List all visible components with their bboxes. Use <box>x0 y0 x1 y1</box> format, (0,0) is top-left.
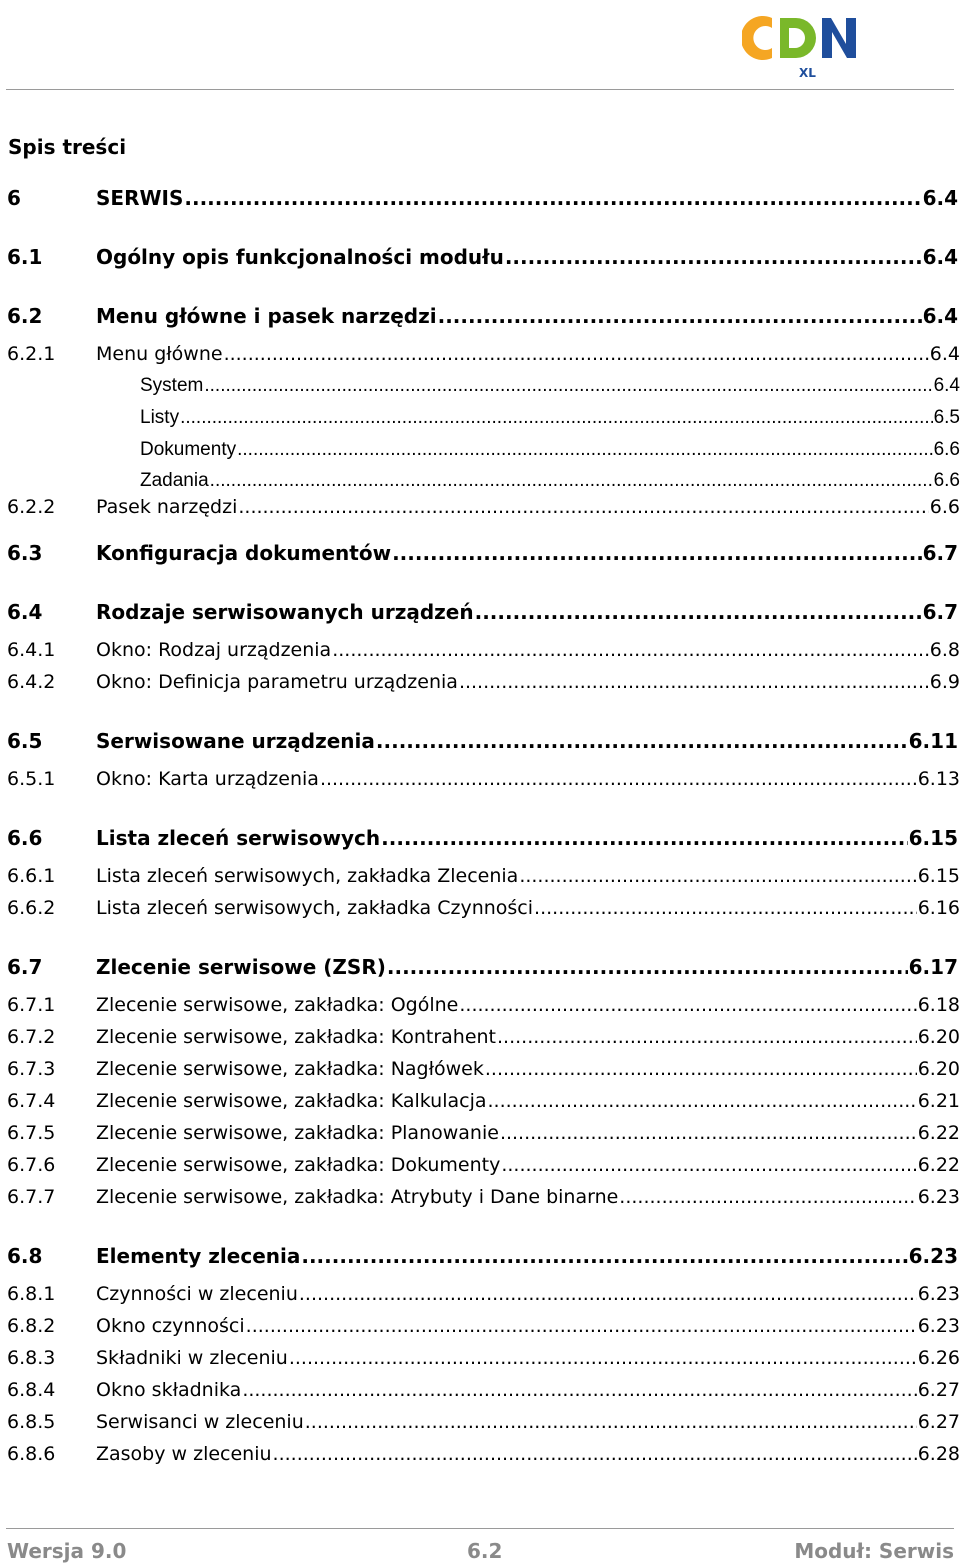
toc-entry-number: 6.8.4 <box>7 1379 56 1401</box>
toc-entry-number: 6.6 <box>7 826 43 850</box>
toc-entry-number: 6.7.5 <box>7 1122 56 1144</box>
toc-entry[interactable] <box>0 244 960 270</box>
toc-entry[interactable] <box>0 669 960 695</box>
toc-leader-dots <box>534 895 917 921</box>
toc-entry[interactable] <box>0 1056 960 1082</box>
toc-entry-page: 6.13 <box>917 768 960 790</box>
toc-entry[interactable] <box>0 728 960 754</box>
toc-entry-page: 6.27 <box>917 1411 960 1433</box>
toc-leader-dots <box>438 303 922 329</box>
toc-entry-number: 6.6.2 <box>7 897 56 919</box>
toc-leader-dots <box>237 437 932 463</box>
toc-entry-label: Okno: Definicja parametru urządzenia <box>96 671 458 693</box>
toc-entry[interactable] <box>0 1120 960 1146</box>
toc-entry-link[interactable] <box>96 1409 960 1435</box>
toc-entry[interactable] <box>0 1313 960 1339</box>
toc-entry-link[interactable] <box>96 669 960 695</box>
toc-entry[interactable] <box>0 895 960 921</box>
toc-entry-number: 6.8.5 <box>7 1411 56 1433</box>
footer-divider <box>6 1528 954 1529</box>
toc-entry-number: 6.2.1 <box>7 343 56 365</box>
toc-entry-page: 6.18 <box>917 994 960 1016</box>
cdn-xl-logo <box>742 10 862 82</box>
toc-entry-page: 6.9 <box>929 671 960 693</box>
toc-leader-dots <box>320 766 917 792</box>
toc-entry-page: 6.15 <box>917 865 960 887</box>
toc-entry-page: 6.20 <box>917 1058 960 1080</box>
toc-entry[interactable] <box>0 1152 960 1178</box>
toc-entry[interactable] <box>0 1345 960 1371</box>
toc-entry[interactable] <box>0 1088 960 1114</box>
toc-leader-dots <box>500 1120 917 1146</box>
toc-entry-page: 6.4 <box>922 186 958 210</box>
toc-entry-number: 6.5.1 <box>7 768 56 790</box>
toc-entry-label: Zlecenie serwisowe, zakładka: Nagłówek <box>96 1058 484 1080</box>
toc-leader-dots <box>184 185 921 211</box>
toc-leader-dots <box>238 494 928 520</box>
toc-entry-label: Serwisanci w zleceniu <box>96 1411 304 1433</box>
toc-entry-label: Zlecenie serwisowe, zakładka: Kontrahent <box>96 1026 497 1048</box>
toc-entry-label: Konfiguracja dokumentów <box>96 541 392 565</box>
logo-subtext: XL <box>799 66 816 80</box>
toc-entry-label: Składniki w zleceniu <box>96 1347 288 1369</box>
toc-leader-dots <box>332 637 929 663</box>
toc-entry-link[interactable] <box>140 405 960 431</box>
toc-entry-number: 6.7.3 <box>7 1058 56 1080</box>
toc-entry[interactable] <box>0 494 960 520</box>
toc-entry[interactable] <box>0 303 960 329</box>
toc-entry-label: Dokumenty <box>140 439 237 460</box>
toc-entry-label: Zasoby w zleceniu <box>96 1443 272 1465</box>
toc-entry-label: Zlecenie serwisowe, zakładka: Planowanie <box>96 1122 499 1144</box>
toc-entry-page: 6.23 <box>917 1315 960 1337</box>
toc-entry-link[interactable] <box>140 437 960 463</box>
toc-entry[interactable] <box>0 1441 960 1467</box>
toc-title: Spis treści <box>8 135 127 159</box>
toc-entry-number: 6.7.2 <box>7 1026 56 1048</box>
toc-entry-link[interactable] <box>96 1088 960 1114</box>
toc-entry-page: 6.23 <box>917 1186 960 1208</box>
toc-entry[interactable] <box>0 954 960 980</box>
toc-entry[interactable] <box>0 341 960 367</box>
toc-entry-link[interactable] <box>140 373 960 399</box>
toc-entry-link[interactable] <box>96 599 958 625</box>
footer-module: Moduł: Serwis <box>794 1539 954 1563</box>
toc-leader-dots <box>246 1313 917 1339</box>
toc-entry-page: 6.8 <box>929 639 960 661</box>
toc-entry-link[interactable] <box>96 1345 960 1371</box>
toc-entry-link[interactable] <box>96 1056 960 1082</box>
toc-entry-link[interactable] <box>96 863 960 889</box>
toc-entry-page: 6.20 <box>917 1026 960 1048</box>
toc-leader-dots <box>488 1088 917 1114</box>
toc-entry-label: Lista zleceń serwisowych, zakładka Zlecenia <box>96 865 519 887</box>
toc-entry[interactable] <box>0 766 960 792</box>
toc-leader-dots <box>485 1056 917 1082</box>
toc-entry-page: 6.23 <box>908 1244 958 1268</box>
toc-entry-label: SERWIS <box>96 186 184 210</box>
toc-leader-dots <box>273 1441 917 1467</box>
toc-entry-page: 6.6 <box>933 470 960 491</box>
toc-leader-dots <box>392 540 922 566</box>
toc-entry[interactable] <box>0 1281 960 1307</box>
toc-entry-label: Pasek narzędzi <box>96 496 238 518</box>
toc-leader-dots <box>501 1152 916 1178</box>
toc-entry-link[interactable] <box>96 185 958 211</box>
toc-entry-label: Lista zleceń serwisowych <box>96 826 381 850</box>
toc-entry-label: Okno: Karta urządzenia <box>96 768 319 790</box>
toc-entry-page: 6.6 <box>929 496 960 518</box>
toc-leader-dots <box>224 341 929 367</box>
toc-entry-number: 6.8.1 <box>7 1283 56 1305</box>
toc-entry-link[interactable] <box>96 728 958 754</box>
toc-entry-label: Zlecenie serwisowe, zakładka: Dokumenty <box>96 1154 501 1176</box>
toc-entry-number: 6.8 <box>7 1244 43 1268</box>
toc-entry-link[interactable] <box>96 540 958 566</box>
toc-leader-dots <box>505 244 922 270</box>
toc-entry-number: 6.2.2 <box>7 496 56 518</box>
toc-entry-page: 6.22 <box>917 1154 960 1176</box>
toc-leader-dots <box>242 1377 916 1403</box>
toc-entry-label: Elementy zlecenia <box>96 1244 301 1268</box>
toc-entry[interactable] <box>0 373 960 399</box>
toc-leader-dots <box>519 863 916 889</box>
toc-leader-dots <box>301 1243 907 1269</box>
toc-entry[interactable] <box>0 1377 960 1403</box>
toc-entry-page: 6.4 <box>933 375 960 396</box>
toc-leader-dots <box>305 1409 917 1435</box>
toc-entry-page: 6.17 <box>908 955 958 979</box>
toc-entry-label: Zlecenie serwisowe, zakładka: Atrybuty i Dane binarne <box>96 1186 619 1208</box>
toc-entry-number: 6.7 <box>7 955 43 979</box>
toc-entry-link[interactable] <box>96 1024 960 1050</box>
toc-entry-page: 6.22 <box>917 1122 960 1144</box>
toc-entry-link[interactable] <box>96 1120 960 1146</box>
toc-entry-number: 6.7.6 <box>7 1154 56 1176</box>
toc-entry-label: Serwisowane urządzenia <box>96 729 375 753</box>
toc-leader-dots <box>289 1345 917 1371</box>
cdn-logo-icon <box>742 10 862 82</box>
toc-entry-page: 6.4 <box>929 343 960 365</box>
toc-entry-link[interactable] <box>96 1281 960 1307</box>
toc-entry-page: 6.16 <box>917 897 960 919</box>
toc-entry-link[interactable] <box>96 1441 960 1467</box>
toc-entry-link[interactable] <box>96 1377 960 1403</box>
toc-entry-page: 6.11 <box>908 729 958 753</box>
toc-entry-page: 6.4 <box>922 245 958 269</box>
toc-entry-link[interactable] <box>96 895 960 921</box>
toc-entry-page: 6.7 <box>922 600 958 624</box>
toc-entry[interactable] <box>0 468 960 494</box>
toc-entry-label: Listy <box>140 407 180 428</box>
toc-leader-dots <box>381 825 908 851</box>
toc-entry[interactable] <box>0 599 960 625</box>
toc-entry-number: 6.4 <box>7 600 43 624</box>
toc-entry[interactable] <box>0 637 960 663</box>
toc-entry-page: 6.4 <box>922 304 958 328</box>
toc-entry-number: 6.3 <box>7 541 43 565</box>
toc-entry-number: 6.7.7 <box>7 1186 56 1208</box>
toc-entry-link[interactable] <box>96 1152 960 1178</box>
toc-entry-label: Zlecenie serwisowe (ZSR) <box>96 955 386 979</box>
toc-entry-number: 6.8.3 <box>7 1347 56 1369</box>
toc-entry-label: Lista zleceń serwisowych, zakładka Czynności <box>96 897 534 919</box>
toc-entry-label: Menu główne i pasek narzędzi <box>96 304 437 328</box>
toc-leader-dots <box>210 468 933 494</box>
toc-entry-link[interactable] <box>96 825 958 851</box>
toc-entry-page: 6.28 <box>917 1443 960 1465</box>
toc-entry-link[interactable] <box>96 1243 958 1269</box>
toc-entry-number: 6.4.1 <box>7 639 56 661</box>
toc-entry-page: 6.21 <box>917 1090 960 1112</box>
toc-entry-link[interactable] <box>96 992 960 1018</box>
toc-entry-link[interactable] <box>96 303 958 329</box>
toc-entry[interactable] <box>0 1184 960 1210</box>
toc-entry-link[interactable] <box>96 494 960 520</box>
toc-entry-page: 6.7 <box>922 541 958 565</box>
toc-entry-label: Czynności w zleceniu <box>96 1283 298 1305</box>
toc-entry-number: 6.6.1 <box>7 865 56 887</box>
toc-entry-page: 6.27 <box>917 1379 960 1401</box>
toc-entry[interactable] <box>0 185 960 211</box>
toc-leader-dots <box>475 599 922 625</box>
toc-entry[interactable] <box>0 825 960 851</box>
toc-leader-dots <box>619 1184 916 1210</box>
toc-entry-page: 6.26 <box>917 1347 960 1369</box>
toc-entry-link[interactable] <box>96 341 960 367</box>
toc-entry-number: 6.7.1 <box>7 994 56 1016</box>
toc-leader-dots <box>459 992 916 1018</box>
toc-entry-label: Okno składnika <box>96 1379 242 1401</box>
toc-entry-page: 6.23 <box>917 1283 960 1305</box>
toc-entry[interactable] <box>0 992 960 1018</box>
toc-entry-link[interactable] <box>96 637 960 663</box>
toc-entry-number: 6.4.2 <box>7 671 56 693</box>
toc-entry[interactable] <box>0 863 960 889</box>
toc-entry-number: 6.1 <box>7 245 43 269</box>
toc-entry-label: Menu główne <box>96 343 223 365</box>
toc-entry-label: Zadania <box>140 470 209 491</box>
toc-entry-label: Rodzaje serwisowanych urządzeń <box>96 600 474 624</box>
toc-entry-link[interactable] <box>96 1313 960 1339</box>
toc-entry-link[interactable] <box>96 244 958 270</box>
toc-entry-link[interactable] <box>140 468 960 494</box>
toc-entry-label: Zlecenie serwisowe, zakładka: Ogólne <box>96 994 459 1016</box>
toc-entry[interactable] <box>0 1024 960 1050</box>
toc-entry-label: Ogólny opis funkcjonalności modułu <box>96 245 504 269</box>
toc-entry-number: 6.8.6 <box>7 1443 56 1465</box>
toc-leader-dots <box>497 1024 917 1050</box>
toc-entry-link[interactable] <box>96 954 958 980</box>
footer-version: Wersja 9.0 <box>7 1539 127 1563</box>
toc-entry[interactable] <box>0 437 960 463</box>
footer-page-number: 6.2 <box>467 1539 503 1563</box>
toc-entry-number: 6.7.4 <box>7 1090 56 1112</box>
toc-entry-page: 6.5 <box>933 407 960 428</box>
toc-leader-dots <box>299 1281 917 1307</box>
toc-leader-dots <box>459 669 929 695</box>
toc-entry-number: 6 <box>7 186 21 210</box>
toc-entry-label: Okno: Rodzaj urządzenia <box>96 639 332 661</box>
toc-entry-label: Zlecenie serwisowe, zakładka: Kalkulacja <box>96 1090 487 1112</box>
toc-entry-page: 6.6 <box>933 439 960 460</box>
toc-entry-page: 6.15 <box>908 826 958 850</box>
toc-entry[interactable] <box>0 1243 960 1269</box>
toc-leader-dots <box>180 405 933 431</box>
toc-entry-link[interactable] <box>96 766 960 792</box>
toc-leader-dots <box>204 373 932 399</box>
toc-leader-dots <box>387 954 908 980</box>
toc-entry[interactable] <box>0 1409 960 1435</box>
header-divider <box>6 89 954 90</box>
toc-entry-number: 6.2 <box>7 304 43 328</box>
toc-entry[interactable] <box>0 540 960 566</box>
toc-entry-label: System <box>140 375 204 396</box>
toc-entry-number: 6.5 <box>7 729 43 753</box>
toc-entry[interactable] <box>0 405 960 431</box>
toc-entry-number: 6.8.2 <box>7 1315 56 1337</box>
toc-leader-dots <box>376 728 908 754</box>
toc-entry-link[interactable] <box>96 1184 960 1210</box>
toc-entry-label: Okno czynności <box>96 1315 245 1337</box>
